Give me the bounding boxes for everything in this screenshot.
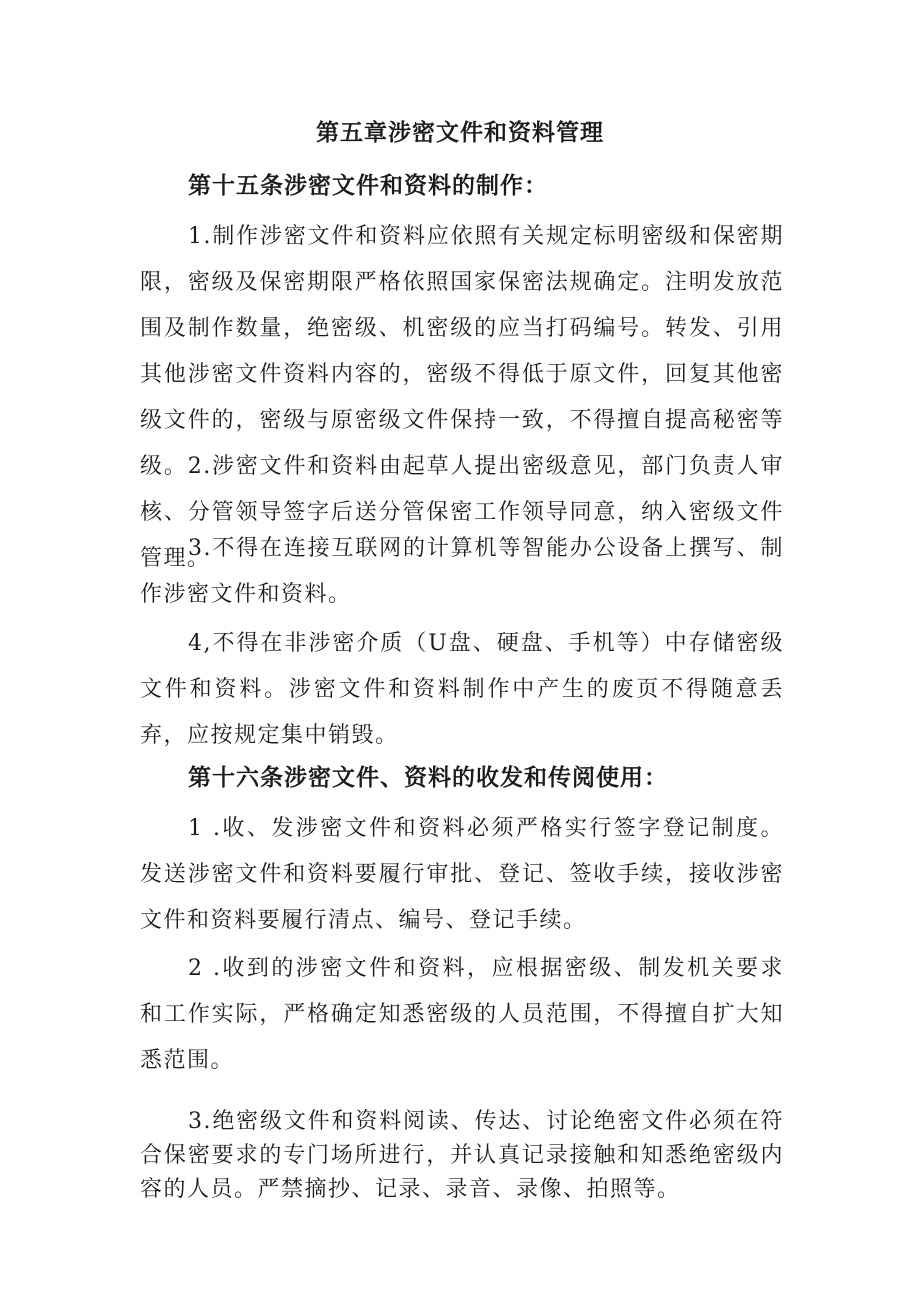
- article-16-item-2: 2 .收到的涉密文件和资料，应根据密级、制发机关要求和工作实际，严格确定知悉密级的人员范围，不得擅自扩大知悉范围。: [140, 956, 784, 1073]
- article-16-item-1: 1 .收、发涉密文件和资料必须严格实行签字登记制度。发送涉密文件和资料要履行审批、登记、签收手续，接收涉密文件和资料要履行清点、编号、登记手续。: [140, 816, 784, 933]
- article-15-item-4: 4,不得在非涉密介质（U盘、硬盘、手机等）中存储密级文件和资料。涉密文件和资料制作中产生的废页不得随意丢弃，应按规定集中销毁。: [140, 631, 784, 748]
- article-15-item-1-2: 1.制作涉密文件和资料应依照有关规定标明密级和保密期限，密级及保密期限严格依照国家保密法规确定。注明发放范围及制作数量，绝密级、机密级的应当打码编号。转发、引用其他涉密文件资料内容的，密级不得低于原文件，回复其他密级文件的，密级与原密级文件保持一致，不得擅自提高秘密等级。2.涉密文件和资料由起草人提出密级意见，部门负责人审核、分管领导签字后送分管保密工作领导同意，纳入密级文件管理。: [140, 224, 784, 571]
- chapter-title: 第五章涉密文件和资料管理: [316, 120, 604, 146]
- article-16-item-3: 3.绝密级文件和资料阅读、传达、讨论绝密文件必须在符合保密要求的专门场所进行，并认真记录接触和知悉绝密级内容的人员。严禁摘抄、记录、录音、录像、拍照等。: [140, 1109, 784, 1202]
- article-15-item-3: 3.不得在连接互联网的计算机等智能办公设备上撰写、制作涉密文件和资料。: [140, 536, 784, 607]
- article-15-heading: 第十五条涉密文件和资料的制作：: [188, 173, 548, 199]
- article-16-heading: 第十六条涉密文件、资料的收发和传阅使用：: [188, 765, 668, 791]
